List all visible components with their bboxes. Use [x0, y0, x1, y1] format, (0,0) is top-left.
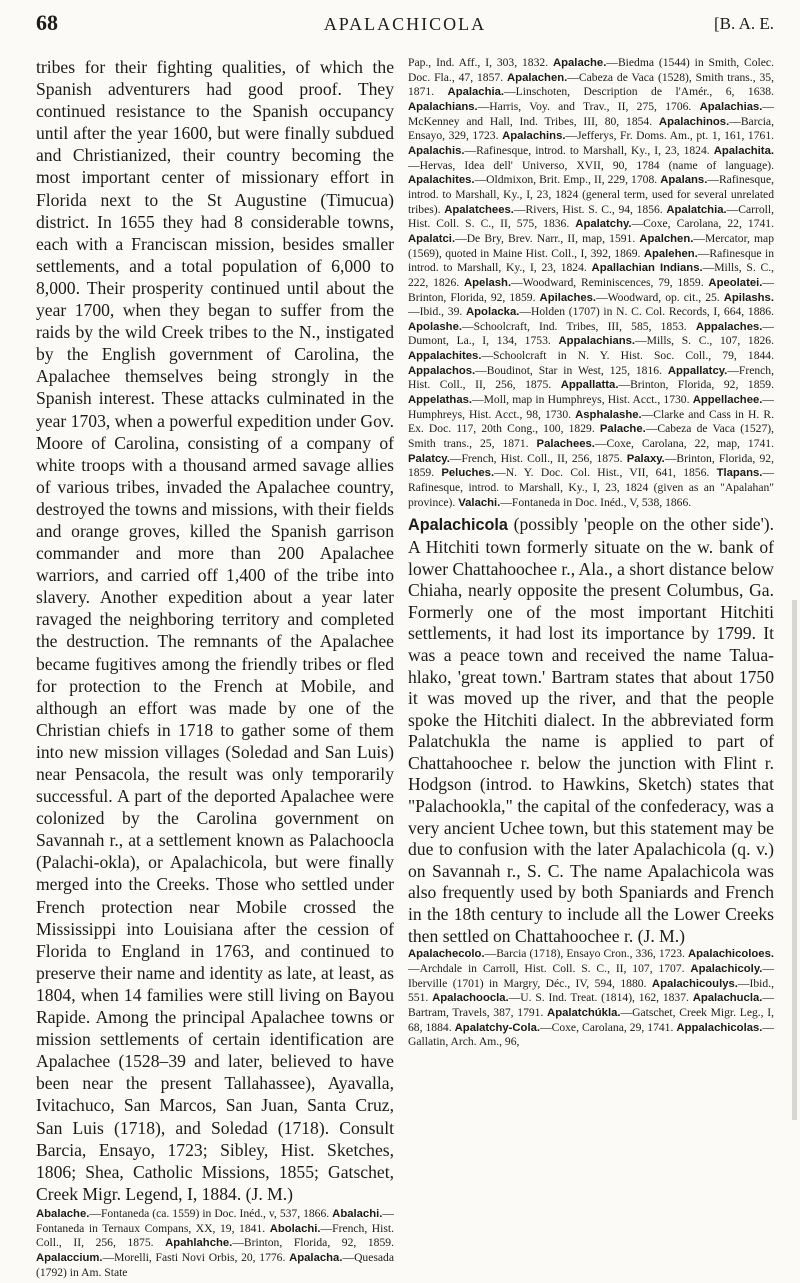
synonym-cite: —Woodward, Reminiscences, 79, 1859.: [511, 275, 704, 289]
synonym-label: Apahlahche.: [165, 1237, 233, 1250]
synonym-cite: —Rafinesque in introd. to Marshall, Ky., I, 23, 1824.: [408, 246, 774, 275]
page-header: [36, 10, 774, 40]
synonym-label: Palaxy.: [626, 452, 665, 465]
synonym-cite: —Cabeza de Vaca (1528), Smith trans., 35, 1871.: [408, 70, 774, 99]
synonym-label: Apalachoocla.: [432, 992, 509, 1005]
synonym-cite: —Humphreys, Hist. Acct., 98, 1730.: [408, 393, 774, 421]
synonym-cite: —N. Y. Doc. Col. Hist., VII, 641, 1856.: [494, 466, 710, 480]
synonym-label: Abalache.: [36, 1207, 90, 1220]
synonym-entry: [561, 378, 774, 391]
synonym-entry: [575, 217, 774, 230]
synonym-label: Apolashe.: [408, 320, 462, 333]
synonym-label: Apalatchy-Cola.: [454, 1021, 541, 1034]
synonymy-block: [36, 1207, 394, 1280]
synonym-cite: —Coxe, Carolana, 22, map, 1741.: [594, 437, 774, 451]
entry-paragraph: [408, 514, 774, 947]
synonym-label: Valachi.: [458, 496, 501, 509]
synonym-label: Appalachians.: [558, 335, 636, 348]
synonym-entry: [408, 393, 690, 406]
synonym-cite: —Rafinesque, introd. to Marshall, Ky., I, 23, 1824 (given as an "Apalahan" province).: [408, 466, 774, 509]
synonym-entry: [537, 437, 774, 450]
synonym-label: Apalaccium.: [36, 1251, 103, 1264]
synonym-cite: —Cabeza de Vaca (1527), Smith trans., 25, 1871.: [408, 422, 775, 451]
synonym-entry: [408, 364, 662, 377]
synonym-cite: —Schoolcraft in N. Y. Hist. Soc. Coll., 79, 1844.: [481, 349, 774, 363]
synonym-label: Apalachicoly.: [690, 962, 763, 975]
synonym-label: Apalachians.: [408, 100, 478, 113]
synonym-label: Apalchen.: [639, 232, 694, 245]
synonym-label: Apalachites.: [408, 174, 475, 187]
synonym-label: Apalachecolo.: [408, 948, 485, 961]
synonym-cite: —Holden (1707) in N. C. Col. Records, I, 664, 1886.: [519, 305, 774, 319]
page-number: 68: [36, 10, 58, 35]
synonym-entry: [408, 232, 635, 245]
synonym-cite: —Biedma (1544) in Smith, Colec. Doc. Fla., 47, 1857.: [408, 56, 774, 84]
synonym-entry: [408, 173, 657, 186]
synonym-label: Apalacha.: [289, 1251, 343, 1264]
synonym-label: Apalatchia.: [666, 203, 727, 216]
synonym-cite: —Bartram, Travels, 387, 1791.: [408, 991, 774, 1019]
entry-headword: Apalachicola: [408, 516, 508, 535]
synonym-entry: [466, 305, 774, 318]
synonym-entry: [408, 100, 691, 113]
synonym-cite: —Ibid., 39.: [408, 305, 463, 319]
synonym-entry: [502, 129, 774, 142]
synonym-cite: —Coxe, Carolana, 29, 1741.: [540, 1020, 674, 1034]
synonym-cite: Pap., Ind. Aff., I, 303, 1832.: [408, 56, 549, 69]
right-column: [408, 56, 774, 1050]
synonym-entry: [441, 466, 709, 479]
synonym-cite: —McKenney and Hall, Ind. Tribes, III, 80, 1854.: [408, 99, 775, 128]
synonym-label: Apalachen.: [507, 71, 568, 84]
synonym-cite: —French, Hist. Coll., II, 256, 1875.: [36, 1221, 395, 1250]
synonym-label: Apalachinos.: [658, 115, 730, 128]
synonym-label: Apalachia.: [447, 86, 505, 99]
synonym-cite: —Moll, map in Humphreys, Hist. Acct., 1730.: [472, 393, 690, 407]
synonym-label: Apalachicoloes.: [687, 948, 774, 961]
synonym-entry: [444, 203, 663, 216]
synonym-cite: —Rafinesque, introd. to Marshall, Ky., I, 23, 1824.: [464, 143, 710, 157]
synonym-cite: —Fontaneda (ca. 1559) in Doc. Inéd., v, 537, 1866.: [89, 1206, 330, 1220]
synonym-label: Apalache.: [552, 57, 607, 69]
synonym-entry: [432, 991, 689, 1004]
synonym-entry: [36, 1251, 285, 1264]
synonym-label: Apalatchy.: [575, 218, 632, 231]
synonym-cite: —Brinton, Florida, 92, 1859.: [618, 378, 774, 392]
synonym-cite: —Fontaneda in Ternaux Compans, XX, 19, 1841.: [36, 1206, 394, 1235]
synonym-cite: —Woodward, op. cit., 25.: [596, 290, 720, 304]
synonym-cite: —Harris, Voy. and Trav., II, 275, 1706.: [477, 99, 692, 113]
synonym-label: Apalehen.: [643, 247, 698, 260]
synonym-cite: —Boudinot, Star in West, 125, 1816.: [475, 363, 662, 377]
synonym-label: Appallatta.: [560, 379, 619, 392]
synonym-entry: [458, 496, 691, 509]
synonym-label: Apalachicoulys.: [651, 977, 738, 990]
synonym-entry: [408, 349, 774, 362]
synonym-cite: —Rafinesque, introd. to Marshall, Ky., I, 23, 1824 (general term, used for several unrelated tribes).: [408, 173, 774, 216]
synonym-cite: —Gallatin, Arch. Am., 96,: [408, 1020, 775, 1049]
synonym-entry: [540, 291, 720, 304]
synonym-label: Peluches.: [441, 467, 495, 480]
synonym-cite: —Iberville (1701) in Margry, Déc., IV, 594, 1880.: [408, 961, 774, 990]
entry-author-tag: (J. M.): [637, 925, 686, 946]
synonym-label: Apilaches.: [539, 291, 597, 304]
synonym-cite: —Brinton, Florida, 92, 1859.: [408, 275, 774, 304]
main-text: tribes for their fighting qualities, of which the Spanish adventurers had good proof. They continued resistance to the Spanish occupancy until after the year 1600, but were finally subdued and Christianized, their country becoming the most important center of missionary effort in Florida next to the St Augustine (Timucua) district. In 1655 they had 8 considerable towns, each with a Franciscan mission, besides smaller settlements, and a total population of 6,000 to 8,000. Their prosperity continued until about the year 1700, when they began to suffer from the raids by the wild Creek tribes to the N., instigated by the English government of Carolina, the Apalachee themselves being strongly in the Spanish interest. These attacks culminated in the year 1703, when a powerful expedition under Gov. Moore of Carolina, consisting of a company of white troops with a thousand armed savage allies of various tribes, invaded the Apalachee country, destroyed the towns and missions, with their fields and orange groves, killed the Spanish garrison commander and more than 200 Apalachee warriors, and carried off 1,400 of the tribe into slavery. Another expedition about a year later ravaged the neighboring territory and completed the destruction. The remnants of the Apalachee became fugitives among the friendly tribes or fled for protection to the French at Mobile, and although an effort was made by one of the Christian chiefs in 1718 to gather some of them into new mission villages (Soledad and San Luis) near Pensacola, the result was only temporarily successful. A part of the deported Apalachee were colonized by the Carolina government on Savannah r., at a settlement known as Palachoocla (Palachi-okla), or Apalachicola, but were finally merged into the Creeks. Those who settled under French protection near Mobile crossed the Mississippi into Louisiana after the cession of Florida to England in 1763, and continued to preserve their name and identity as late, at least, as 1804, when 14 families were still living on Bayou Rapide. Among the principal Apalachee towns or mission settlements of certain identification are Apalachee (1528–39 and later, believed to have been near the present Tallahassee), Ayavalla, Ivitachuco, San Marcos, San Juan, Santa Cruz, San Luis (1718), and Soledad (1718). Consult Barcia, Ensayo, 1723; Sibley, Hist. Sketches, 1806; Shea, Catholic Missions, 1855; Gatschet, Creek Migr. Legend, I, 1884.: [36, 57, 394, 1204]
synonym-label: Apalachis.: [408, 144, 465, 157]
synonym-entry: [408, 452, 623, 465]
synonym-label: Appalachites.: [408, 350, 482, 363]
synonym-label: Apalatchúkla.: [547, 1006, 621, 1019]
synonym-entry: [408, 56, 548, 69]
synonym-label: Asphalashe.: [575, 408, 642, 421]
synonym-label: Apalans.: [660, 174, 708, 187]
synonym-entry: [408, 320, 687, 333]
synonym-cite: —Dumont, La., I, 134, 1753.: [408, 319, 774, 348]
synonym-label: Apallachian Indians.: [591, 262, 703, 275]
synonym-label: Appalachicolas.: [676, 1021, 763, 1034]
synonym-entry: [165, 1236, 394, 1249]
series-mark: [B. A. E.: [714, 14, 774, 33]
synonym-cite: —Barcia (1718), Ensayo Cron., 336, 1723.: [484, 947, 685, 961]
synonym-label: Appellachee.: [692, 394, 763, 407]
synonym-label: Appallatcy.: [667, 364, 728, 377]
synonym-cite: —Morelli, Fasti Novi Orbis, 20, 1776.: [102, 1250, 286, 1264]
synonym-cite: —French, Hist. Coll., II, 256, 1875.: [408, 363, 774, 392]
synonym-label: Apalachins.: [502, 130, 566, 143]
synonym-label: Appalachos.: [408, 364, 476, 377]
synonym-cite: —Rivers, Hist. S. C., 94, 1856.: [513, 202, 663, 216]
synonym-label: Apeolatei.: [708, 276, 763, 289]
synonym-cite: —Mills, S. C., 222, 1826.: [408, 261, 774, 289]
synonym-cite: —Hervas, Idea dell' Universo, XVII, 90, 1784 (name of language).: [408, 158, 774, 172]
synonym-cite: —Brinton, Florida, 92, 1859.: [232, 1236, 394, 1250]
synonym-cite: —Jefferys, Fr. Doms. Am., pt. 1, 161, 1761.: [565, 129, 775, 143]
synonym-cite: —Mercator, map (1569), quoted in Maine Hist. Coll., I, 392, 1869.: [408, 231, 774, 260]
synonym-label: Appalaches.: [695, 320, 763, 333]
synonym-label: Apolacka.: [466, 306, 520, 319]
synonym-label: Apalachita.: [713, 144, 774, 157]
synonym-entry: [464, 276, 704, 289]
left-column: [36, 56, 394, 1280]
synonym-entry: [36, 1207, 329, 1220]
synonym-label: Palachees.: [536, 438, 595, 451]
synonym-label: Apalachucla.: [692, 992, 763, 1005]
synonym-cite: —Fontaneda in Doc. Inéd., V, 538, 1866.: [500, 495, 692, 509]
entry-text: (possibly 'people on the other side'). A Hitchiti town formerly situate on the w. bank of lower Chattahoochee r., Ala., a short distance below Chiaha, nearly opposite the present Columbus, Ga. Formerly one of the most important Hitchiti settlements, it had lost its importance by 1799. It was a peace town and received the name Talua-hlako, 'great town.' Bartram states that about 1750 it was moved up the river, and that the people spoke the Hitchiti dialect. In the abbreviated form Palatchukla the name is applied to part of Chattahoochee r. below the junction with Flint r. Hodgson (introd. to Hawkins, Sketch) states that "Palachookla," the capital of the confederacy, was a very ancient Uchee town, but this statement may be due to confusion with the later Apalachicola (q. v.) on Savannah r., S. C. The name Apalachicola was also frequently used by both Spaniards and French in the 18th century to include all the Lower Creeks then settled on Chattahoochee r.: [408, 514, 774, 946]
author-tag: (J. M.): [245, 1183, 294, 1204]
synonym-label: Apalatchees.: [444, 203, 514, 216]
synonym-label: Apilashs.: [723, 291, 774, 304]
synonym-label: Palatcy.: [408, 452, 450, 465]
synonym-entry: [408, 144, 710, 157]
synonym-entry: [455, 1021, 674, 1034]
synonym-entry: [408, 947, 685, 960]
synonym-cite: —De Bry, Brev. Narr., II, map, 1591.: [455, 231, 636, 245]
synonym-cite: —Ibid., 551.: [408, 976, 774, 1005]
synonym-label: Abolachi.: [269, 1222, 321, 1235]
synonym-cite: —Archdale in Carroll, Hist. Coll. S. C., II, 107, 1707.: [408, 961, 685, 975]
synonym-label: Apalatci.: [408, 232, 456, 245]
synonymy-block: [408, 56, 774, 510]
synonym-label: Appelathas.: [408, 394, 473, 407]
synonym-cite: —Mills, S. C., 107, 1826.: [635, 334, 775, 348]
synonym-cite: —Coxe, Carolana, 22, 1741.: [631, 217, 774, 231]
synonym-cite: —Carroll, Hist. Coll. S. C., II, 575, 1836.: [408, 202, 774, 231]
synonym-cite: —U. S. Ind. Treat. (1814), 162, 1837.: [508, 991, 689, 1005]
synonym-label: Abalachi.: [332, 1207, 383, 1220]
entry-synonymy-block: [408, 947, 774, 1050]
synonym-label: Apelash.: [464, 276, 512, 289]
synonym-cite: —Oldmixon, Brit. Emp., II, 229, 1708.: [474, 173, 658, 187]
synonym-entry: [558, 334, 774, 347]
main-paragraph: [36, 56, 394, 1205]
running-head: APALACHICOLA: [323, 14, 487, 34]
synonym-entry: [448, 85, 774, 98]
page-edge-shadow: [792, 600, 797, 1120]
synonym-cite: —Barcia, Ensayo, 329, 1723.: [408, 114, 774, 143]
synonym-cite: —Quesada (1792) in Am. State: [36, 1250, 394, 1279]
synonym-cite: —Schoolcraft, Ind. Tribes, III, 585, 1853.: [462, 319, 687, 333]
synonym-cite: —French, Hist. Coll., II, 256, 1875.: [449, 451, 623, 465]
synonym-label: Palache.: [599, 423, 646, 436]
synonym-cite: —Brinton, Florida, 92, 1859.: [408, 451, 774, 480]
synonym-cite: —Clarke and Cass in H. R. Ex. Doc. 117, 20th Cong., 100, 1829.: [408, 407, 774, 436]
synonym-label: Tlapans.: [716, 467, 763, 480]
synonym-cite: —Gatschet, Creek Migr. Leg., I, 68, 1884.: [408, 1005, 774, 1034]
synonym-cite: —Linschoten, Description de l'Amér., 6, 1638.: [504, 85, 774, 99]
synonym-label: Apalachias.: [699, 100, 763, 113]
